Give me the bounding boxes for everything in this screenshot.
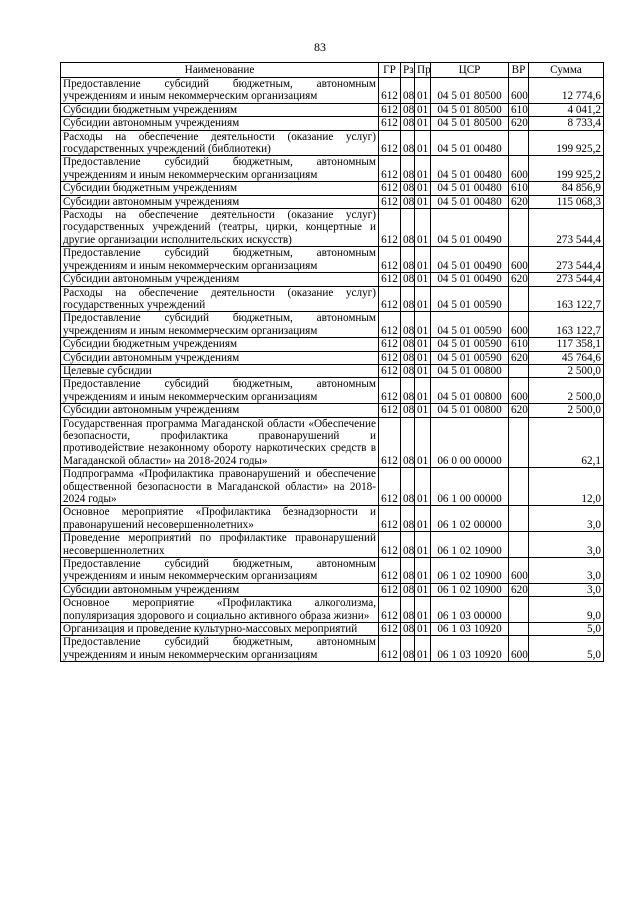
cell-csr: 04 5 01 00590 [431, 312, 509, 338]
cell-name: Предоставление субсидий бюджетным, автономным учреждениям и иным некоммерческим организациям [61, 78, 379, 104]
cell-sum: 8 733,4 [529, 117, 604, 130]
cell-gr: 612 [379, 78, 401, 104]
cell-rz: 08 [401, 468, 415, 506]
cell-gr: 612 [379, 558, 401, 584]
cell-gr: 612 [379, 286, 401, 312]
cell-pr: 01 [415, 209, 431, 247]
cell-name: Субсидии бюджетным учреждениям [61, 103, 379, 116]
cell-pr: 01 [415, 404, 431, 417]
table-row [61, 286, 604, 312]
cell-pr: 01 [415, 103, 431, 116]
cell-vr: 620 [509, 404, 529, 417]
table-row [61, 273, 604, 286]
cell-rz: 08 [401, 273, 415, 286]
cell-csr: 04 5 01 80500 [431, 103, 509, 116]
cell-vr [509, 532, 529, 558]
cell-pr: 01 [415, 378, 431, 404]
table-row [61, 583, 604, 596]
cell-gr: 612 [379, 468, 401, 506]
cell-pr: 01 [415, 130, 431, 156]
table-row [61, 636, 604, 662]
cell-name: Проведение мероприятий по профилактике правонарушений несовершеннолетних [61, 532, 379, 558]
cell-vr: 610 [509, 103, 529, 116]
cell-gr: 612 [379, 209, 401, 247]
cell-gr: 612 [379, 636, 401, 662]
cell-csr: 04 5 01 00480 [431, 195, 509, 208]
cell-sum: 199 925,2 [529, 156, 604, 182]
cell-rz: 08 [401, 195, 415, 208]
cell-pr: 01 [415, 623, 431, 636]
cell-sum: 163 122,7 [529, 312, 604, 338]
table-row [61, 404, 604, 417]
cell-csr: 06 1 03 10920 [431, 636, 509, 662]
cell-sum: 117 358,1 [529, 338, 604, 351]
cell-sum: 3,0 [529, 532, 604, 558]
cell-csr: 04 5 01 80500 [431, 78, 509, 104]
cell-name: Субсидии автономным учреждениям [61, 404, 379, 417]
cell-vr: 600 [509, 78, 529, 104]
cell-csr: 04 5 01 00800 [431, 404, 509, 417]
table-row [61, 468, 604, 506]
cell-rz: 08 [401, 286, 415, 312]
cell-pr: 01 [415, 597, 431, 623]
cell-pr: 01 [415, 636, 431, 662]
table-row [61, 103, 604, 116]
cell-vr: 620 [509, 583, 529, 596]
cell-gr: 612 [379, 597, 401, 623]
budget-table [60, 62, 604, 662]
cell-csr: 04 5 01 80500 [431, 117, 509, 130]
cell-csr: 04 5 01 00490 [431, 273, 509, 286]
cell-vr [509, 209, 529, 247]
cell-pr: 01 [415, 182, 431, 195]
cell-sum: 115 068,3 [529, 195, 604, 208]
table-row [61, 78, 604, 104]
cell-sum: 2 500,0 [529, 378, 604, 404]
cell-vr: 600 [509, 312, 529, 338]
cell-rz: 08 [401, 156, 415, 182]
cell-rz: 08 [401, 558, 415, 584]
cell-vr [509, 364, 529, 377]
cell-gr: 612 [379, 247, 401, 273]
cell-vr: 620 [509, 273, 529, 286]
cell-pr: 01 [415, 506, 431, 532]
cell-rz: 08 [401, 404, 415, 417]
cell-pr: 01 [415, 286, 431, 312]
cell-vr: 600 [509, 378, 529, 404]
cell-rz: 08 [401, 351, 415, 364]
cell-csr: 06 1 02 00000 [431, 506, 509, 532]
cell-gr: 612 [379, 130, 401, 156]
cell-vr [509, 468, 529, 506]
cell-vr [509, 130, 529, 156]
cell-sum: 3,0 [529, 558, 604, 584]
cell-vr: 600 [509, 636, 529, 662]
cell-gr: 612 [379, 312, 401, 338]
cell-name: Субсидии автономным учреждениям [61, 273, 379, 286]
cell-rz: 08 [401, 532, 415, 558]
cell-pr: 01 [415, 532, 431, 558]
cell-gr: 612 [379, 351, 401, 364]
table-row [61, 351, 604, 364]
cell-name: Расходы на обеспечение деятельности (оказание услуг) государственных учреждений (библиотеки) [61, 130, 379, 156]
cell-rz: 08 [401, 636, 415, 662]
cell-csr: 06 0 00 00000 [431, 417, 509, 468]
cell-rz: 08 [401, 623, 415, 636]
cell-pr: 01 [415, 583, 431, 596]
cell-gr: 612 [379, 378, 401, 404]
table-row [61, 597, 604, 623]
cell-name: Расходы на обеспечение деятельности (оказание услуг) государственных учреждений [61, 286, 379, 312]
cell-sum: 2 500,0 [529, 364, 604, 377]
cell-vr: 600 [509, 558, 529, 584]
cell-csr: 04 5 01 00590 [431, 351, 509, 364]
header-sum: Сумма [529, 63, 604, 78]
cell-name: Субсидии бюджетным учреждениям [61, 182, 379, 195]
cell-csr: 04 5 01 00800 [431, 364, 509, 377]
cell-name: Предоставление субсидий бюджетным, автономным учреждениям и иным некоммерческим организациям [61, 558, 379, 584]
cell-csr: 04 5 01 00590 [431, 338, 509, 351]
cell-vr [509, 506, 529, 532]
cell-name: Субсидии автономным учреждениям [61, 117, 379, 130]
table-row [61, 117, 604, 130]
cell-vr: 600 [509, 247, 529, 273]
cell-sum: 199 925,2 [529, 130, 604, 156]
cell-csr: 06 1 03 10920 [431, 623, 509, 636]
table-row [61, 130, 604, 156]
cell-sum: 5,0 [529, 623, 604, 636]
table-row [61, 532, 604, 558]
cell-csr: 04 5 01 00480 [431, 130, 509, 156]
cell-csr: 04 5 01 00490 [431, 247, 509, 273]
cell-sum: 5,0 [529, 636, 604, 662]
cell-name: Предоставление субсидий бюджетным, автономным учреждениям и иным некоммерческим организациям [61, 636, 379, 662]
cell-sum: 2 500,0 [529, 404, 604, 417]
cell-rz: 08 [401, 378, 415, 404]
cell-vr [509, 597, 529, 623]
cell-pr: 01 [415, 247, 431, 273]
cell-gr: 612 [379, 364, 401, 377]
cell-gr: 612 [379, 338, 401, 351]
cell-pr: 01 [415, 338, 431, 351]
cell-gr: 612 [379, 117, 401, 130]
cell-name: Основное мероприятие «Профилактика безнадзорности и правонарушений несовершеннолетних» [61, 506, 379, 532]
cell-gr: 612 [379, 273, 401, 286]
cell-vr: 600 [509, 156, 529, 182]
cell-rz: 08 [401, 130, 415, 156]
cell-csr: 06 1 02 10900 [431, 558, 509, 584]
cell-sum: 84 856,9 [529, 182, 604, 195]
cell-vr [509, 623, 529, 636]
cell-rz: 08 [401, 182, 415, 195]
cell-sum: 3,0 [529, 583, 604, 596]
cell-gr: 612 [379, 182, 401, 195]
table-row [61, 156, 604, 182]
cell-rz: 08 [401, 338, 415, 351]
cell-rz: 08 [401, 103, 415, 116]
table-row [61, 558, 604, 584]
cell-csr: 04 5 01 00590 [431, 286, 509, 312]
cell-sum: 273 544,4 [529, 273, 604, 286]
cell-pr: 01 [415, 273, 431, 286]
cell-name: Расходы на обеспечение деятельности (оказание услуг) государственных учреждений (театры, цирки, концертные и другие организации исполнительских искусств) [61, 209, 379, 247]
header-csr: ЦСР [431, 63, 509, 78]
cell-name: Субсидии автономным учреждениям [61, 351, 379, 364]
cell-name: Предоставление субсидий бюджетным, автономным учреждениям и иным некоммерческим организациям [61, 378, 379, 404]
cell-vr: 620 [509, 195, 529, 208]
cell-name: Субсидии автономным учреждениям [61, 583, 379, 596]
cell-sum: 273 544,4 [529, 247, 604, 273]
table-row [61, 623, 604, 636]
table-row [61, 338, 604, 351]
cell-name: Предоставление субсидий бюджетным, автономным учреждениям и иным некоммерческим организациям [61, 156, 379, 182]
cell-pr: 01 [415, 558, 431, 584]
cell-gr: 612 [379, 195, 401, 208]
table-header-row [61, 63, 604, 78]
table-row [61, 247, 604, 273]
cell-sum: 12,0 [529, 468, 604, 506]
table-row [61, 506, 604, 532]
table-row [61, 364, 604, 377]
cell-name: Подпрограмма «Профилактика правонарушений и обеспечение общественной безопасности в Магаданской области» на 2018-2024 годы» [61, 468, 379, 506]
table-row [61, 417, 604, 468]
header-vr: ВР [509, 63, 529, 78]
cell-sum: 62,1 [529, 417, 604, 468]
cell-pr: 01 [415, 117, 431, 130]
table-row [61, 312, 604, 338]
cell-csr: 04 5 01 00800 [431, 378, 509, 404]
cell-csr: 06 1 02 10900 [431, 532, 509, 558]
cell-vr: 620 [509, 351, 529, 364]
cell-pr: 01 [415, 417, 431, 468]
cell-csr: 06 1 02 10900 [431, 583, 509, 596]
cell-csr: 04 5 01 00480 [431, 156, 509, 182]
cell-pr: 01 [415, 364, 431, 377]
cell-name: Основное мероприятие «Профилактика алкоголизма, популяризация здорового и социально активного образа жизни» [61, 597, 379, 623]
header-gr: ГР [379, 63, 401, 78]
cell-rz: 08 [401, 364, 415, 377]
cell-name: Государственная программа Магаданской области «Обеспечение безопасности, профилактика правонарушений и противодействие незаконному обороту наркотических средств в Магаданской области» на 2018-2024 годы» [61, 417, 379, 468]
cell-name: Организация и проведение культурно-массовых мероприятий [61, 623, 379, 636]
cell-gr: 612 [379, 156, 401, 182]
cell-pr: 01 [415, 156, 431, 182]
cell-gr: 612 [379, 103, 401, 116]
cell-rz: 08 [401, 583, 415, 596]
cell-csr: 04 5 01 00480 [431, 182, 509, 195]
header-rz: Рз [401, 63, 415, 78]
table-body [61, 78, 604, 662]
cell-gr: 612 [379, 623, 401, 636]
cell-vr [509, 417, 529, 468]
cell-gr: 612 [379, 417, 401, 468]
cell-sum: 273 544,4 [529, 209, 604, 247]
cell-name: Субсидии автономным учреждениям [61, 195, 379, 208]
cell-sum: 4 041,2 [529, 103, 604, 116]
cell-sum: 12 774,6 [529, 78, 604, 104]
cell-sum: 9,0 [529, 597, 604, 623]
table-row [61, 182, 604, 195]
cell-rz: 08 [401, 247, 415, 273]
cell-pr: 01 [415, 195, 431, 208]
cell-pr: 01 [415, 312, 431, 338]
table-row [61, 209, 604, 247]
cell-rz: 08 [401, 597, 415, 623]
header-name: Наименование [61, 63, 379, 78]
cell-vr: 610 [509, 182, 529, 195]
table-row [61, 195, 604, 208]
cell-vr: 610 [509, 338, 529, 351]
cell-rz: 08 [401, 209, 415, 247]
cell-pr: 01 [415, 351, 431, 364]
cell-sum: 3,0 [529, 506, 604, 532]
cell-sum: 45 764,6 [529, 351, 604, 364]
cell-rz: 08 [401, 78, 415, 104]
cell-name: Целевые субсидии [61, 364, 379, 377]
cell-gr: 612 [379, 404, 401, 417]
page-number: 83 [314, 40, 326, 54]
cell-gr: 612 [379, 583, 401, 596]
cell-rz: 08 [401, 417, 415, 468]
cell-pr: 01 [415, 78, 431, 104]
cell-sum: 163 122,7 [529, 286, 604, 312]
cell-name: Предоставление субсидий бюджетным, автономным учреждениям и иным некоммерческим организациям [61, 247, 379, 273]
cell-csr: 04 5 01 00490 [431, 209, 509, 247]
cell-vr: 620 [509, 117, 529, 130]
cell-rz: 08 [401, 117, 415, 130]
cell-gr: 612 [379, 532, 401, 558]
cell-gr: 612 [379, 506, 401, 532]
header-pr: Пр [415, 63, 431, 78]
cell-rz: 08 [401, 312, 415, 338]
cell-vr [509, 286, 529, 312]
cell-csr: 06 1 03 00000 [431, 597, 509, 623]
cell-csr: 06 1 00 00000 [431, 468, 509, 506]
table-row [61, 378, 604, 404]
cell-pr: 01 [415, 468, 431, 506]
cell-name: Субсидии бюджетным учреждениям [61, 338, 379, 351]
cell-rz: 08 [401, 506, 415, 532]
cell-name: Предоставление субсидий бюджетным, автономным учреждениям и иным некоммерческим организациям [61, 312, 379, 338]
